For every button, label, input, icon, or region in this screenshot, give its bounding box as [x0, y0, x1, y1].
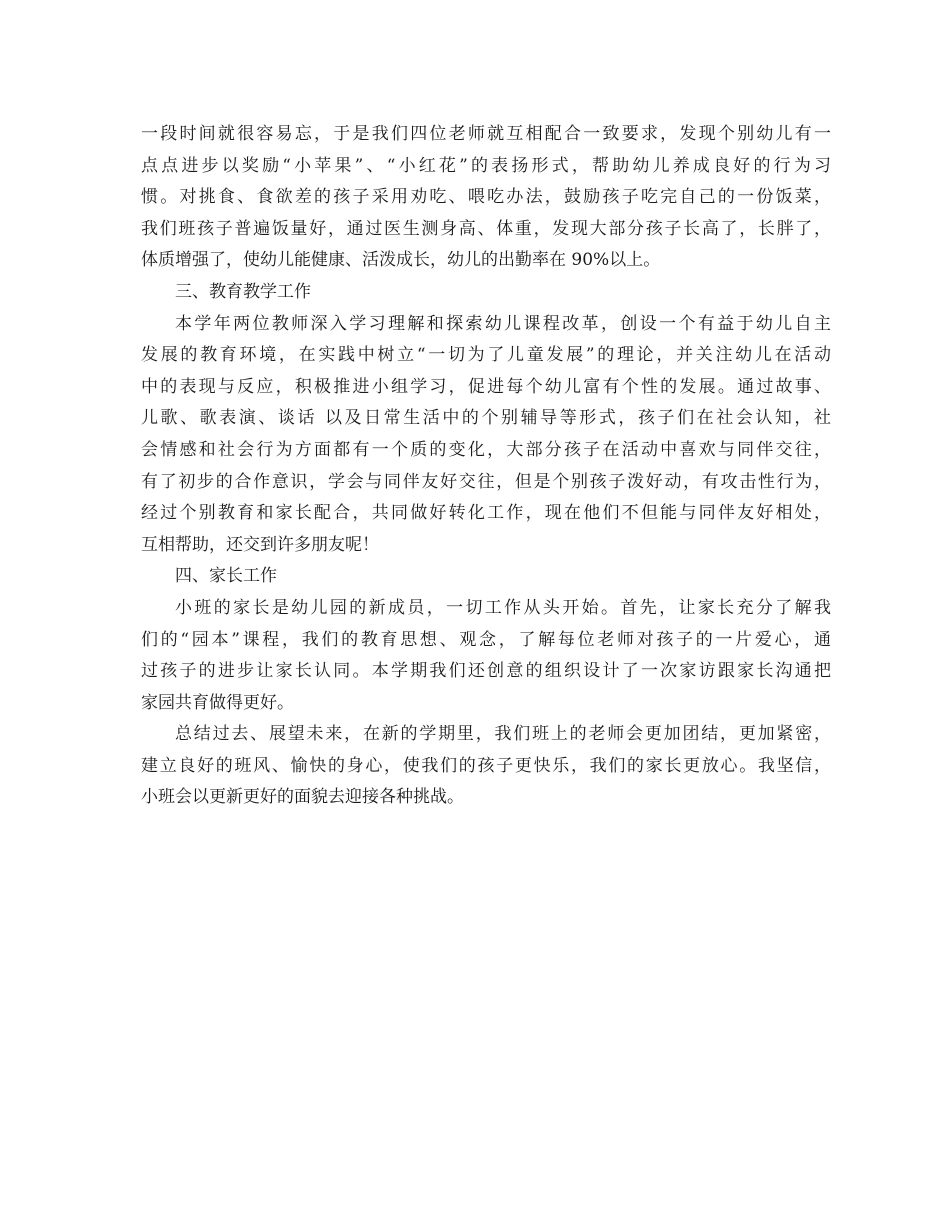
text-line: 家园共育做得更好。	[141, 692, 294, 713]
text-line: 总结过去、展望未来，在新的学期里，我们班上的老师会更加团结，更加紧密，	[175, 724, 831, 745]
text-line: 发展的教育环境，在实践中树立“一切为了儿童发展”的理论，并关注幼儿在活动	[141, 345, 831, 366]
text-line: 我们班孩子普遍饭量好，通过医生测身高、体重，发现大部分孩子长高了，长胖了，	[141, 218, 831, 239]
text-line: 本学年两位教师深入学习理解和探索幼儿课程改革，创设一个有益于幼儿自主	[175, 313, 831, 334]
text-line: 建立良好的班风、愉快的身心，使我们的孩子更快乐，我们的家长更放心。我坚信，	[141, 755, 831, 776]
text-line: 小班的家长是幼儿园的新成员，一切工作从头开始。首先，让家长充分了解我	[175, 597, 831, 618]
text-line: 儿歌、歌表演、谈话 以及日常生活中的个别辅导等形式，孩子们在社会认知，社	[141, 408, 831, 429]
paragraph-habits	[141, 119, 831, 277]
text-line: 们的“园本”课程，我们的教育思想、观念，了解每位老师对孩子的一片爱心，通	[141, 629, 831, 650]
text-line: 有了初步的合作意识，学会与同伴友好交往，但是个别孩子泼好动，有攻击性行为，	[141, 471, 831, 492]
text-line: 三、教育教学工作	[175, 281, 311, 302]
text-line: 体质增强了，使幼儿能健康、活泼成长，幼儿的出勤率在 90%以上。	[141, 250, 661, 271]
text-line: 过孩子的进步让家长认同。本学期我们还创意的组织设计了一次家访跟家长沟通把	[141, 661, 831, 682]
text-line: 经过个别教育和家长配合，共同做好转化工作，现在他们不但能与同伴友好相处，	[141, 503, 831, 524]
text-line: 互相帮助，还交到许多朋友呢！	[141, 534, 379, 555]
text-line: 惯。对挑食、食欲差的孩子采用劝吃、喂吃办法，鼓励孩子吃完自己的一份饭菜，	[141, 187, 831, 208]
text-line: 小班会以更新更好的面貌去迎接各种挑战。	[141, 787, 464, 808]
text-line: 一段时间就很容易忘，于是我们四位老师就互相配合一致要求，发现个别幼儿有一	[141, 124, 831, 144]
paragraph-teaching	[141, 309, 831, 562]
document-body	[141, 119, 831, 814]
text-line: 会情感和社会行为方面都有一个质的变化，大部分孩子在活动中喜欢与同伴交往，	[141, 439, 831, 460]
heading-parent-work	[141, 561, 831, 593]
paragraph-summary	[141, 719, 831, 814]
text-line: 中的表现与反应，积极推进小组学习，促进每个幼儿富有个性的发展。通过故事、	[141, 376, 831, 397]
text-line: 点点进步以奖励“小苹果”、“小红花”的表扬形式，帮助幼儿养成良好的行为习	[141, 155, 831, 176]
heading-teaching-work	[141, 277, 831, 309]
paragraph-parents	[141, 593, 831, 719]
text-line: 四、家长工作	[175, 566, 277, 587]
